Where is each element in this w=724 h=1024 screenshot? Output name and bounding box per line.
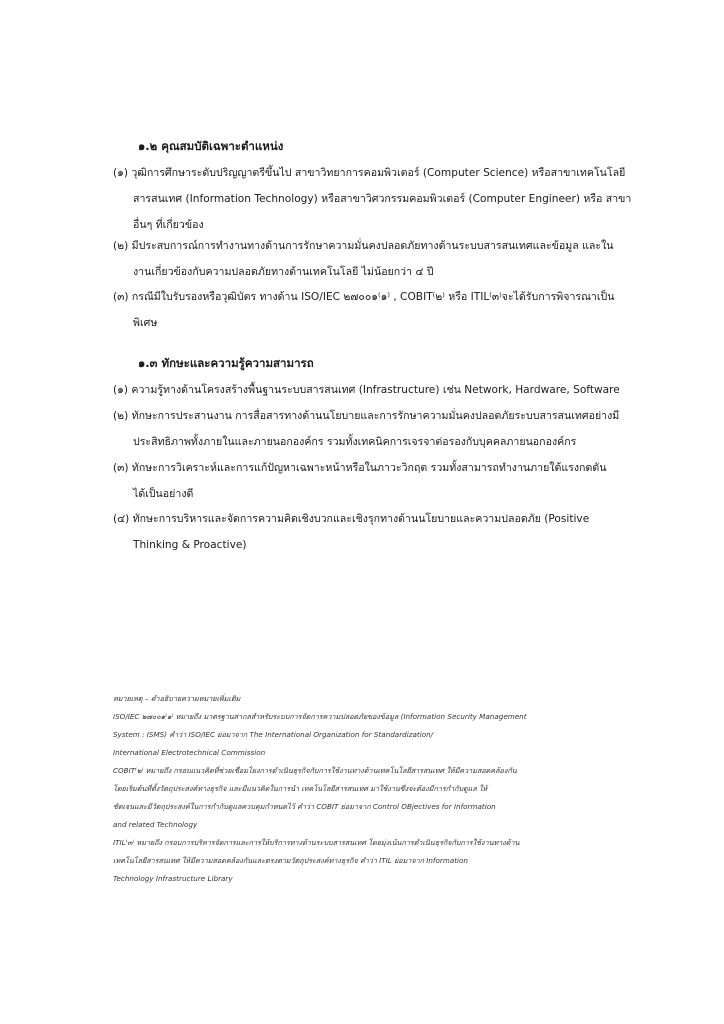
footnote-line: Technology Infrastructure Library <box>113 874 233 883</box>
qualification-item-1 <box>113 160 658 238</box>
skill-item-4 <box>113 506 658 558</box>
footnote-line: ISO/IEC ๒๗๐๐๑⁽๑⁾ หมายถึง มาตรฐานสากลสำหรับระบบการจัดการความปลอดภัยของข้อมูล (Information Security Management <box>113 712 527 721</box>
footnote-line: COBIT⁽๒⁾ หมายถึง กรอบแนวคิดที่ช่วยเชื่อมโยงการดำเนินธุรกิจกับการใช้งานทางด้านเทคโนโลยีสารสนเทศ ให้มีความสอดคล้องกัน <box>113 766 517 775</box>
footnote-line: and related Technology <box>113 820 198 829</box>
item-line: พิเศษ <box>133 317 158 329</box>
section-heading-qualifications: ๑.๒ คุณสมบัติเฉพาะตำแหน่ง <box>138 139 284 153</box>
skill-item-1 <box>113 377 658 403</box>
item-line: (๓) ทักษะการวิเคราะห์และการแก้ปัญหาเฉพาะหน้าหรือในภาวะวิกฤต รวมทั้งสามารถทำงานภายใต้แรงกดดัน <box>113 462 607 474</box>
item-line: (๒) ทักษะการประสานงาน การสื่อสารทางด้านนโยบายและการรักษาความมั่นคงปลอดภัยระบบสารสนเทศอย่างมี <box>113 410 620 422</box>
item-line: อื่นๆ ที่เกี่ยวข้อง <box>133 219 204 231</box>
item-line: (๒) มีประสบการณ์การทำงานทางด้านการรักษาความมั่นคงปลอดภัยทางด้านระบบสารสนเทศและข้อมูล และใน <box>113 240 614 252</box>
item-line: ได้เป็นอย่างดี <box>133 488 194 500</box>
item-line: ประสิทธิภาพทั้งภายในและภายนอกองค์กร รวมทั้งเทคนิคการเจรจาต่อรองกับบุคคลภายนอกองค์กร <box>133 436 577 448</box>
qualification-item-2 <box>113 233 658 285</box>
skill-item-2 <box>113 403 658 455</box>
item-line: งานเกี่ยวข้องกับความปลอดภัยทางด้านเทคโนโลยี ไม่น้อยกว่า ๔ ปี <box>133 266 434 278</box>
footnote-line: โดยเริ่มต้นที่ตั้งวัตถุประสงค์ทางธุรกิจ และมีแนวคิดในการนำ เทคโนโลยีสารสนเทศ มาใช้งานซึ่งจะต้องมีการกำกับดูแล ให้ <box>113 784 488 793</box>
item-line: (๑) วุฒิการศึกษาระดับปริญญาตรีขึ้นไป สาขาวิทยาการคอมพิวเตอร์ (Computer Science) หรือสาขาเทคโนโลยี <box>113 167 626 179</box>
item-line: Thinking & Proactive) <box>133 539 247 551</box>
item-line: สารสนเทศ (Information Technology) หรือสาขาวิศวกรรมคอมพิวเตอร์ (Computer Engineer) หรือ สาขา <box>133 193 632 205</box>
footnote-title: หมายเหตุ – คำอธิบายความหมายเพิ่มเติม <box>113 694 241 703</box>
item-line: (๓) กรณีมีใบรับรองหรือวุฒิบัตร ทางด้าน ISO/IEC ๒๗๐๐๑⁽๑⁾ , COBIT⁽๒⁾ หรือ ITIL⁽๓⁾จะได้รับการพิจารณาเป็น <box>113 291 615 303</box>
footnote-line: ITIL⁽๓⁾ หมายถึง กรอบการบริหารจัดการและการให้บริการทางด้านระบบสารสนเทศ โดยมุ่งเน้นการดำเนินธุรกิจกับการใช้งานทางด้าน <box>113 838 520 847</box>
item-line: (๔) ทักษะการบริหารและจัดการความคิดเชิงบวกและเชิงรุกทางด้านนโยบายและความปลอดภัย (Positive <box>113 513 590 525</box>
footnote-line: ชัดเจนและมีวัตถุประสงค์ในการกำกับดูแลควบคุมกำหนดไว้ คำว่า COBIT ย่อมาจาก Control OBjectives for Information <box>113 802 496 811</box>
footnote-line: เทคโนโลยีสารสนเทศ ให้มีความสอดคล้องกันและตรงตามวัตถุประสงค์ทางธุรกิจ คำว่า ITIL ย่อมาจาก Information <box>113 856 468 865</box>
skill-item-3 <box>113 455 658 507</box>
footnotes <box>113 690 613 888</box>
footnote-line: International Electrotechnical Commission <box>113 748 266 757</box>
item-line: (๑) ความรู้ทางด้านโครงสร้างพื้นฐานระบบสารสนเทศ (Infrastructure) เช่น Network, Hardware, Software <box>113 384 620 396</box>
section-heading-skills: ๑.๓ ทักษะและความรู้ความสามารถ <box>138 356 314 370</box>
footnote-line: System : ISMS) คำว่า ISO/IEC ย่อมาจาก The International Organization for Standardization/ <box>113 730 434 739</box>
qualification-item-3 <box>113 284 658 336</box>
